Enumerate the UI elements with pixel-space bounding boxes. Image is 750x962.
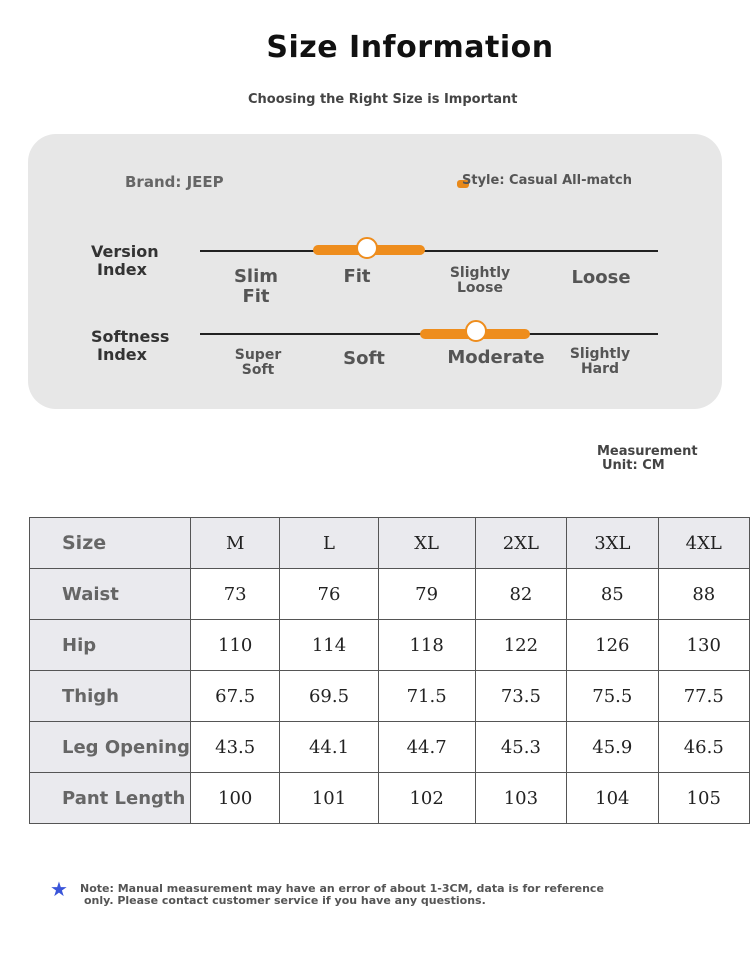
- table-cell: 44.1: [280, 722, 378, 773]
- table-cell: 67.5: [190, 671, 280, 722]
- row-label: Hip: [30, 620, 191, 671]
- softness-option-super-soft: Super Soft: [234, 347, 282, 378]
- table-cell: 101: [280, 773, 378, 824]
- table-cell: 76: [280, 569, 378, 620]
- size-column-header: 4XL: [658, 518, 749, 569]
- version-index-scale-line: [200, 250, 658, 252]
- size-column-header: M: [190, 518, 280, 569]
- version-option-slim-fit: Slim Fit: [233, 266, 279, 307]
- version-index-slider-knob[interactable]: [356, 237, 378, 259]
- table-cell: 45.9: [567, 722, 658, 773]
- measurement-note: Note: Manual measurement may have an error of about 1-3CM, data is for reference only. Please contact customer service if you have any questions.: [80, 882, 604, 907]
- table-row-thigh: [30, 671, 750, 722]
- page-subtitle: Choosing the Right Size is Important: [248, 92, 518, 107]
- row-label: Thigh: [30, 671, 191, 722]
- table-row-leg-opening: [30, 722, 750, 773]
- row-label: Waist: [30, 569, 191, 620]
- row-label: Pant Length: [30, 773, 191, 824]
- table-cell: 73: [190, 569, 280, 620]
- size-column-header: 3XL: [567, 518, 658, 569]
- star-icon: ★: [50, 877, 68, 901]
- table-cell: 71.5: [378, 671, 475, 722]
- table-row-pant-length: [30, 773, 750, 824]
- table-cell: 114: [280, 620, 378, 671]
- table-cell: 130: [658, 620, 749, 671]
- size-column-header: 2XL: [475, 518, 566, 569]
- table-cell: 102: [378, 773, 475, 824]
- table-cell: 105: [658, 773, 749, 824]
- table-cell: 43.5: [190, 722, 280, 773]
- table-cell: 75.5: [567, 671, 658, 722]
- size-chart-table: [29, 517, 750, 824]
- size-column-header: XL: [378, 518, 475, 569]
- measurement-unit-label: Measurement Unit: CM: [597, 444, 698, 473]
- softness-option-soft: Soft: [343, 348, 385, 369]
- page-title: Size Information: [266, 30, 554, 65]
- table-cell: 77.5: [658, 671, 749, 722]
- table-cell: 126: [567, 620, 658, 671]
- table-cell: 73.5: [475, 671, 566, 722]
- size-column-header: L: [280, 518, 378, 569]
- table-row-waist: [30, 569, 750, 620]
- table-cell: 104: [567, 773, 658, 824]
- table-cell: 79: [378, 569, 475, 620]
- softness-option-slightly-hard: Slightly Hard: [569, 346, 631, 377]
- table-cell: 88: [658, 569, 749, 620]
- version-index-label: Version Index: [91, 242, 159, 279]
- version-option-fit: Fit: [343, 266, 371, 287]
- table-cell: 44.7: [378, 722, 475, 773]
- style-label: Style: Casual All-match: [462, 173, 632, 188]
- softness-index-label: Softness Index: [91, 327, 170, 364]
- table-cell: 110: [190, 620, 280, 671]
- table-cell: 103: [475, 773, 566, 824]
- table-cell: 45.3: [475, 722, 566, 773]
- softness-option-moderate: Moderate: [447, 347, 545, 368]
- table-cell: 82: [475, 569, 566, 620]
- table-cell: 118: [378, 620, 475, 671]
- table-row-hip: [30, 620, 750, 671]
- softness-index-slider-knob[interactable]: [465, 320, 487, 342]
- table-cell: 85: [567, 569, 658, 620]
- brand-label: Brand: JEEP: [125, 173, 224, 191]
- table-cell: 69.5: [280, 671, 378, 722]
- table-cell: 46.5: [658, 722, 749, 773]
- row-label: Leg Opening: [30, 722, 191, 773]
- version-option-loose: Loose: [571, 267, 631, 288]
- table-cell: 122: [475, 620, 566, 671]
- table-cell: 100: [190, 773, 280, 824]
- version-option-slightly-loose: Slightly Loose: [449, 265, 511, 296]
- table-header-row: [30, 518, 750, 569]
- size-header-cell: Size: [30, 518, 191, 569]
